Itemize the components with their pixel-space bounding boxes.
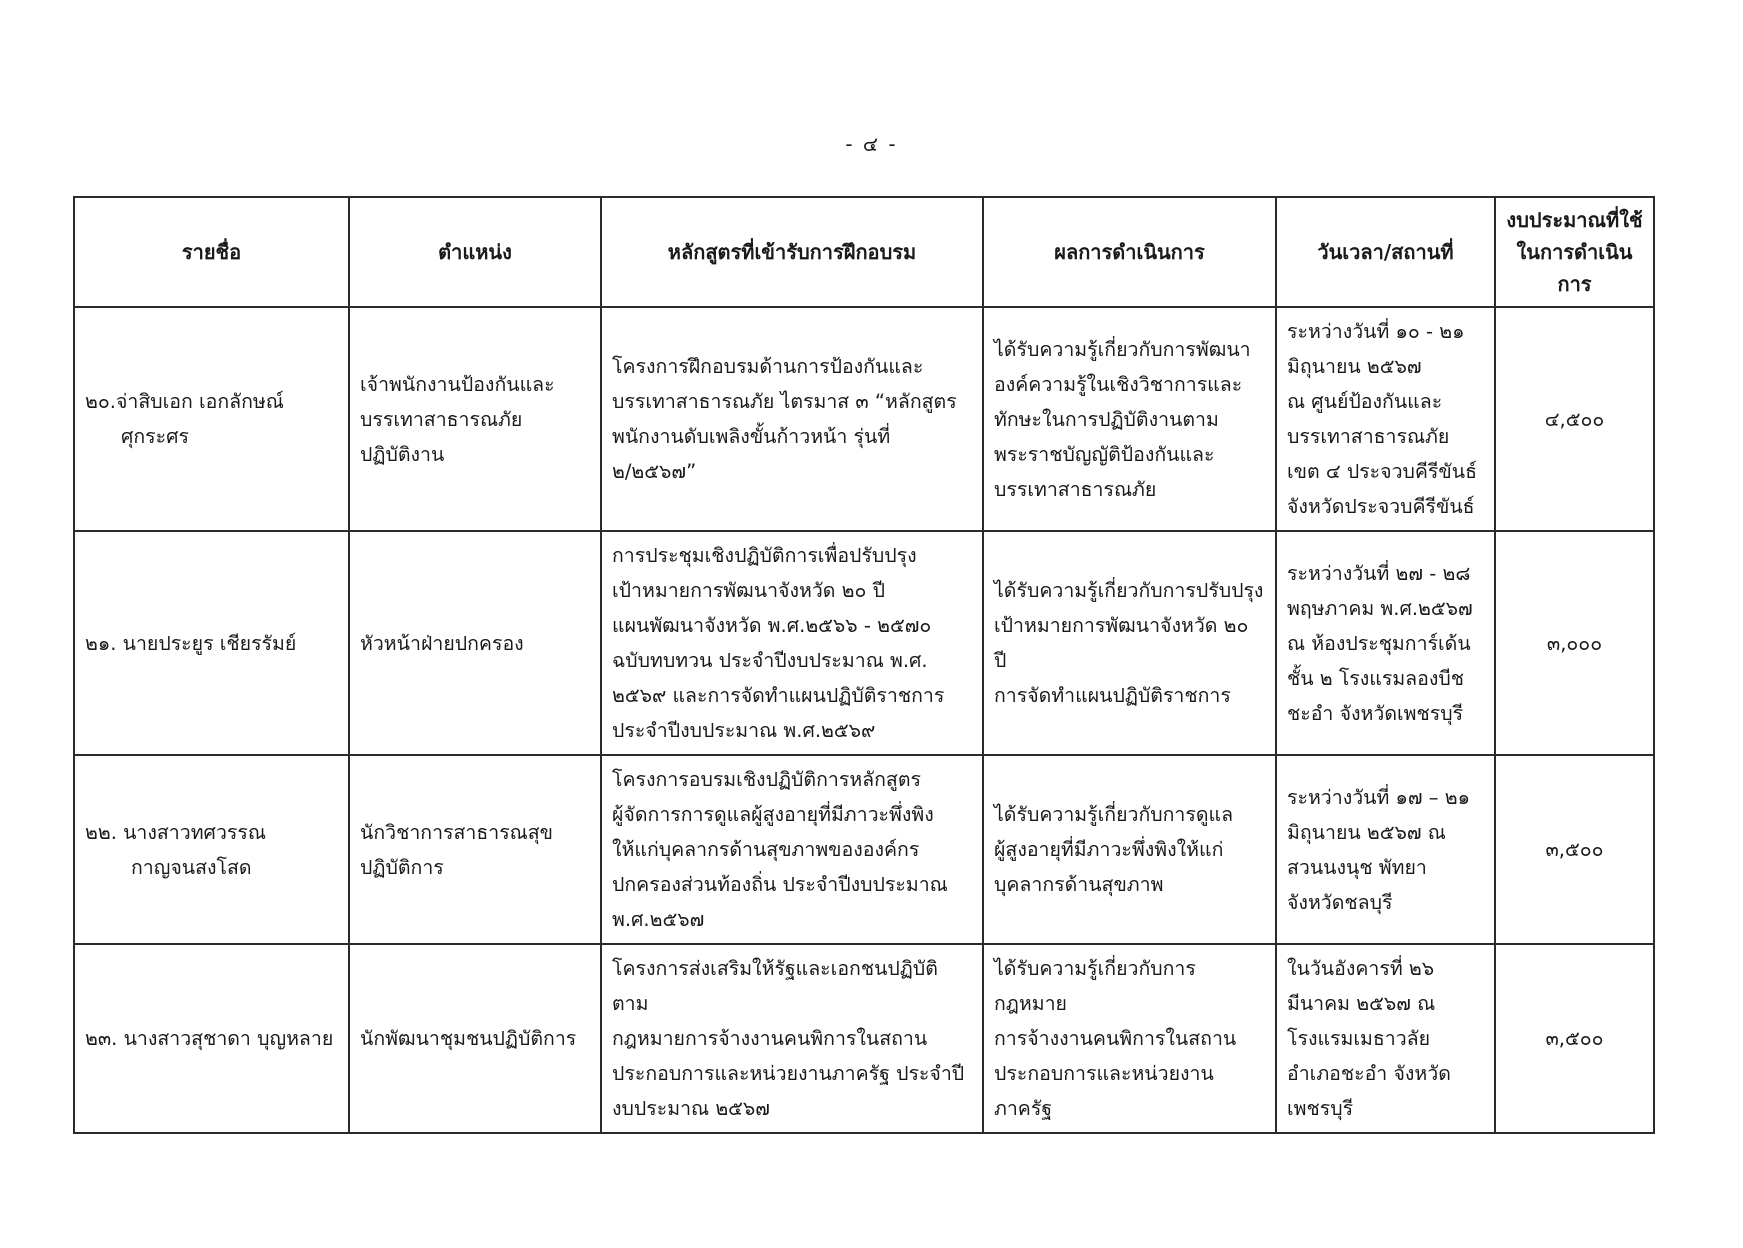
row-budget: ๔,๕๐๐	[1495, 307, 1654, 531]
row-result: ได้รับความรู้เกี่ยวกับการดูแล ผู้สูงอายุที่มีภาวะพึ่งพิงให้แก่ บุคลากรด้านสุขภาพ	[983, 755, 1276, 944]
row-name-line1: ๒๑. นายประยูร เชียรรัมย์	[85, 631, 297, 655]
row-result: ได้รับความรู้เกี่ยวกับการกฎหมาย การจ้างงานคนพิการในสถาน ประกอบการและหน่วยงาน ภาครัฐ	[983, 944, 1276, 1133]
row-course: โครงการฝึกอบรมด้านการป้องกันและ บรรเทาสาธารณภัย ไตรมาส ๓ “หลักสูตร พนักงานดับเพลิงขั้นก้าวหน้า รุ่นที่ ๒/๒๕๖๗”	[601, 307, 983, 531]
header-result: ผลการดำเนินการ	[983, 197, 1276, 307]
row-name-cell	[74, 944, 349, 1133]
row-position: หัวหน้าฝ่ายปกครอง	[349, 531, 601, 755]
header-budget-line2: ในการดำเนินการ	[1516, 240, 1633, 296]
row-position: เจ้าพนักงานป้องกันและ บรรเทาสาธารณภัย ปฏิบัติงาน	[349, 307, 601, 531]
row-name-cell	[74, 307, 349, 531]
header-budget-line1: งบประมาณที่ใช้	[1506, 208, 1643, 232]
row-budget: ๓,๕๐๐	[1495, 944, 1654, 1133]
table-row	[74, 944, 1654, 1133]
row-budget: ๓,๐๐๐	[1495, 531, 1654, 755]
row-datetime: ระหว่างวันที่ ๑๗ – ๒๑ มิถุนายน ๒๕๖๗ ณ สวนนงนุช พัทยา จังหวัดชลบุรี	[1276, 755, 1495, 944]
header-course: หลักสูตรที่เข้ารับการฝึกอบรม	[601, 197, 983, 307]
header-row	[74, 197, 1654, 307]
row-name-cell	[74, 531, 349, 755]
row-name-line1: ๒๒. นางสาวทศวรรณ	[85, 820, 266, 844]
row-result: ได้รับความรู้เกี่ยวกับการพัฒนา องค์ความรู้ในเชิงวิชาการและ ทักษะในการปฏิบัติงานตาม พระราชบัญญัติป้องกันและ บรรเทาสาธารณภัย	[983, 307, 1276, 531]
row-datetime: ระหว่างวันที่ ๒๗ - ๒๘ พฤษภาคม พ.ศ.๒๕๖๗ ณ ห้องประชุมการ์เด้น ชั้น ๒ โรงแรมลองบีช ชะอำ จังหวัดเพชรบุรี	[1276, 531, 1495, 755]
row-name-line1: ๒๐.จ่าสิบเอก เอกลักษณ์	[85, 390, 284, 413]
page-number: - ๔ -	[845, 132, 898, 156]
row-name-cell	[74, 755, 349, 944]
header-position: ตำแหน่ง	[349, 197, 601, 307]
header-datetime: วันเวลา/สถานที่	[1276, 197, 1495, 307]
row-result: ได้รับความรู้เกี่ยวกับการปรับปรุง เป้าหมายการพัฒนาจังหวัด ๒๐ ปี การจัดทำแผนปฏิบัติราชการ	[983, 531, 1276, 755]
row-course: โครงการอบรมเชิงปฏิบัติการหลักสูตร ผู้จัดการการดูแลผู้สูงอายุที่มีภาวะพึ่งพิง ให้แก่บุคลากรด้านสุขภาพขององค์กร ปกครองส่วนท้องถิ่น ประจำปีงบประมาณ พ.ศ.๒๕๖๗	[601, 755, 983, 944]
row-budget: ๓,๕๐๐	[1495, 755, 1654, 944]
row-datetime: ระหว่างวันที่ ๑๐ - ๒๑ มิถุนายน ๒๕๖๗ ณ ศูนย์ป้องกันและ บรรเทาสาธารณภัย เขต ๔ ประจวบคีรีขันธ์ จังหวัดประจวบคีรีขันธ์	[1276, 307, 1495, 531]
header-name: รายชื่อ	[74, 197, 349, 307]
row-position: นักพัฒนาชุมชนปฏิบัติการ	[349, 944, 601, 1133]
row-name-line1: ๒๓. นางสาวสุชาดา บุญหลาย	[85, 1027, 334, 1050]
row-datetime: ในวันอังคารที่ ๒๖ มีนาคม ๒๕๖๗ ณ โรงแรมเมธาวลัย อำเภอชะอำ จังหวัด เพชรบุรี	[1276, 944, 1495, 1133]
header-budget	[1495, 197, 1654, 307]
table-row	[74, 755, 1654, 944]
row-course: การประชุมเชิงปฏิบัติการเพื่อปรับปรุง เป้าหมายการพัฒนาจังหวัด ๒๐ ปี แผนพัฒนาจังหวัด พ.ศ.๒๕๖๖ - ๒๕๗๐ ฉบับทบทวน ประจำปีงบประมาณ พ.ศ. ๒๕๖๙ และการจัดทำแผนปฏิบัติราชการ ประจำปีงบประมาณ พ.ศ.๒๕๖๙	[601, 531, 983, 755]
row-course: โครงการส่งเสริมให้รัฐและเอกชนปฏิบัติตาม กฎหมายการจ้างงานคนพิการในสถาน ประกอบการและหน่วยงานภาครัฐ ประจำปี งบประมาณ ๒๕๖๗	[601, 944, 983, 1133]
row-name-line2: กาญจนสงโสด	[131, 855, 252, 879]
row-name-line2: ศุกระศร	[121, 425, 189, 448]
table-row	[74, 307, 1654, 531]
training-record-table	[73, 196, 1655, 1134]
table-row	[74, 531, 1654, 755]
row-position: นักวิชาการสาธารณสุข ปฏิบัติการ	[349, 755, 601, 944]
